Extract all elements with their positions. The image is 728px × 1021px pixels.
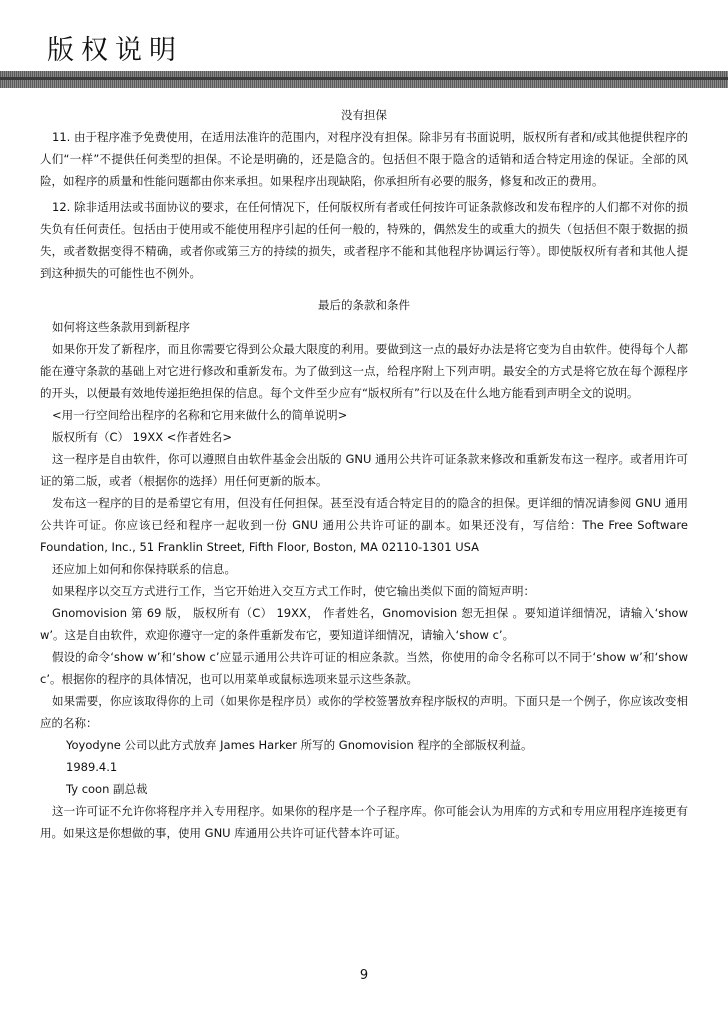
paragraph-interactive: 如果程序以交互方式进行工作，当它开始进入交互方式工作时，使它输出类似下面的简短声明： <box>52 584 535 598</box>
paragraph-12: 12. 除非适用法或书面协议的要求，在任何情况下，任何版权所有者或任何按许可证条款修改和发布程序的人们都不对你的损失负有任何责任。包括由于使用或不能使用程序引起的任何一般的，特殊的，偶然发生的或重大的损失（包括但不限于数据的损失，或者数据变得不精确，或者你或第三方的持续的损失，或者程序不能和其他程序协调运行等）。即使版权所有者和其他人提到这种损失的可能性也不例外。 <box>40 200 688 280</box>
paragraph-distributed: 发布这一程序的目的是希望它有用，但没有任何担保。甚至没有适合特定目的的隐含的担保。更详细的情况请参阅 GNU 通用公共许可证。你应该已经和程序一起收到一份 GNU 通用公共许可证的副本。如果还没有，写信给：The Free Software Foundation, Inc., 51 Franklin Street, Fifth Floor, Boston, MA 02110-1301 USA <box>40 496 688 554</box>
title-divider-bar <box>0 71 728 88</box>
page-number: 9 <box>359 968 369 983</box>
paragraph-gnomovision: Gnomovision 第 69 版， 版权所有（C） 19XX， 作者姓名，Gnomovision 恕无担保 。要知道详细情况，请输入‘show w’。这是自由软件，欢迎你遵守一定的条件重新发布它，要知道详细情况，请输入‘show c’。 <box>40 606 688 642</box>
paragraph-hypothetical: 假设的命令‘show w’和‘show c’应显示通用公共许可证的相应条款。当然，你使用的命令名称可以不同于‘show w’和‘show c’。根据你的程序的具体情况，也可以用菜单或鼠标选项来显示这些条款。 <box>40 650 688 686</box>
paragraph-yoyodyne: Yoyodyne 公司以此方式放弃 James Harker 所写的 Gnomovision 程序的全部版权利益。 <box>66 738 533 752</box>
paragraph-employer: 如果需要，你应该取得你的上司（如果你是程序员）或你的学校签署放弃程序版权的声明。下面只是一个例子，你应该改变相应的名称： <box>40 694 688 730</box>
paragraph-intro: 如果你开发了新程序，而且你需要它得到公众最大限度的利用。要做到这一点的最好办法是将它变为自由软件。使得每个人都能在遵守条款的基础上对它进行修改和重新发布。为了做到这一点，给程序附上下列声明。最安全的方式是将它放在每个源程序的开头，以便最有效地传递拒绝担保的信息。每个文件至少应有“版权所有”行以及在什么地方能看到声明全文的说明。 <box>40 342 688 400</box>
paragraph-date: 1989.4.1 <box>66 760 118 774</box>
document-body <box>40 104 688 844</box>
subheading-how-to-apply: 如何将这些条款用到新程序 <box>52 320 190 334</box>
paragraph-ty-coon: Ty coon 副总裁 <box>66 782 148 796</box>
paragraph-11: 11. 由于程序准予免费使用，在适用法准许的范围内，对程序没有担保。除非另有书面说明，版权所有者和/或其他提供程序的人们“一样”不提供任何类型的担保。不论是明确的，还是隐含的。包括但不限于隐含的适销和适合特定用途的保证。全部的风险，如程序的质量和性能问题都由你来承担。如果程序出现缺陷，你承担所有必要的服务，修复和改正的费用。 <box>40 130 688 188</box>
paragraph-free-software: 这一程序是自由软件，你可以遵照自由软件基金会出版的 GNU 通用公共许可证条款来修改和重新发布这一程序。或者用许可证的第二版，或者（根据你的选择）用任何更新的版本。 <box>40 452 688 488</box>
page-title: 版权说明 <box>47 35 183 66</box>
paragraph-copyright: 版权所有（C） 19XX <作者姓名> <box>52 430 233 444</box>
paragraph-contact: 还应加上如何和你保持联系的信息。 <box>52 562 236 576</box>
section-title-final-terms: 最后的条款和条件 <box>318 298 410 312</box>
section-title-no-warranty: 没有担保 <box>341 108 387 122</box>
paragraph-proprietary: 这一许可证不允许你将程序并入专用程序。如果你的程序是一个子程序库。你可能会认为用库的方式和专用应用程序连接更有用。如果这是你想做的事，使用 GNU 库通用公共许可证代替本许可证。 <box>40 804 688 840</box>
paragraph-one-line: <用一行空间给出程序的名称和它用来做什么的简单说明> <box>52 408 348 422</box>
